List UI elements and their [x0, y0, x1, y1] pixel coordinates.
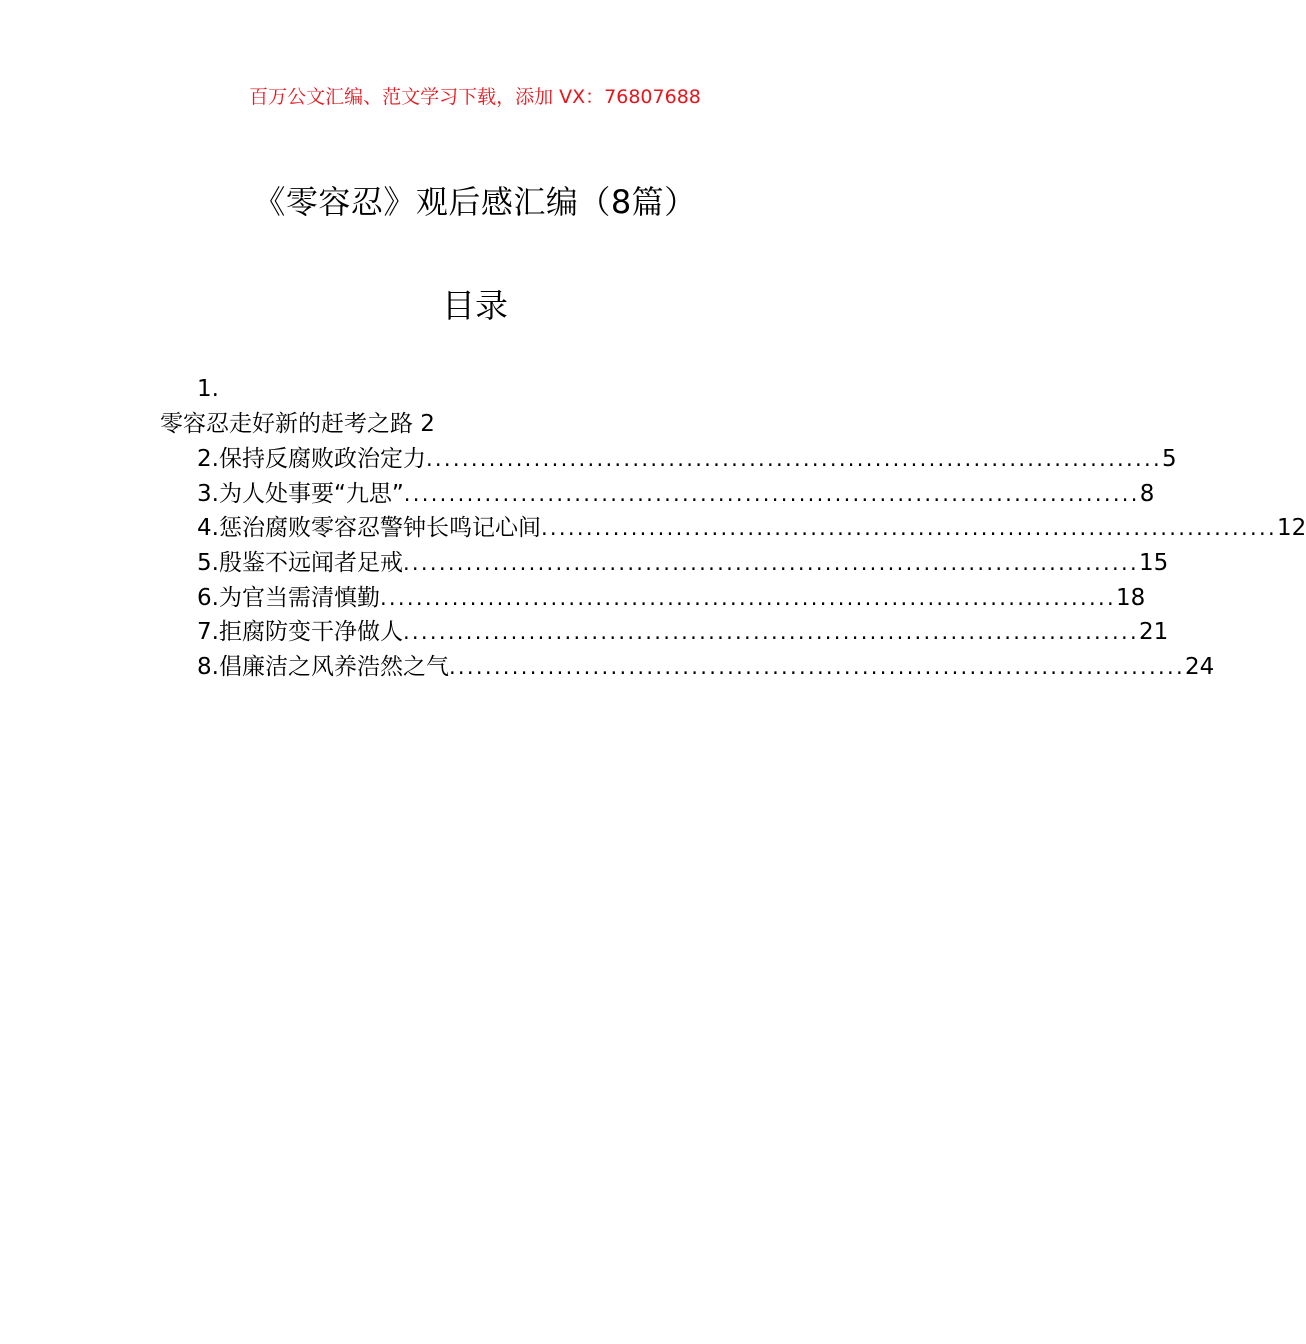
toc-entry-page: 5	[1161, 446, 1177, 472]
toc-entry-1-number[interactable]: 1.	[197, 376, 219, 402]
toc-entry-1-title[interactable]: 零容忍走好新的赶考之路 2	[160, 411, 435, 437]
toc-dot-leader: ..................................................................................	[379, 585, 1116, 610]
toc-entry-page: 24	[1184, 654, 1215, 681]
toc-entry-page: 15	[1138, 550, 1169, 577]
toc-entry[interactable]	[160, 546, 1169, 581]
toc-dot-leader: ..................................................................................	[540, 516, 1277, 541]
toc-entry[interactable]	[160, 511, 1306, 546]
toc-dot-leader: ..................................................................................	[402, 551, 1139, 576]
toc-entry-label: 8.倡廉洁之风养浩然之气	[197, 654, 449, 681]
toc-entry[interactable]	[160, 477, 1155, 512]
toc-entry-page: 8	[1139, 480, 1155, 507]
toc-dot-leader: ..................................................................................	[448, 655, 1185, 680]
header-note: 百万公文汇编、范文学习下载，添加 VX：76807688	[249, 86, 701, 108]
toc-entry[interactable]	[160, 581, 1146, 616]
toc-dot-leader: ..................................................................................	[403, 481, 1140, 506]
toc-entry[interactable]	[160, 442, 1177, 477]
toc-entry-label: 4.惩治腐败零容忍警钟长鸣记心间	[197, 515, 541, 542]
toc-entry-page: 18	[1115, 584, 1146, 611]
toc-entry-label: 6.为官当需清慎勤	[197, 584, 380, 611]
toc-entry-label: 3.为人处事要“九思”	[197, 480, 404, 507]
toc-dot-leader: ..................................................................................	[402, 620, 1139, 645]
toc-entry-label: 7.拒腐防变干净做人	[197, 619, 403, 646]
toc-dot-leader: ..................................................................................	[425, 447, 1162, 471]
document-title: 《零容忍》观后感汇编（8篇）	[253, 183, 697, 221]
toc-entry[interactable]	[160, 650, 1215, 685]
toc-entry-label: 2.保持反腐败政治定力	[197, 446, 426, 472]
table-of-contents	[160, 372, 1306, 685]
toc-entry[interactable]	[160, 615, 1169, 650]
toc-entry-page: 12	[1276, 515, 1306, 542]
toc-heading: 目录	[442, 286, 508, 325]
toc-entry-label: 5.殷鉴不远闻者足戒	[197, 550, 403, 577]
toc-entry-page: 21	[1138, 619, 1169, 646]
